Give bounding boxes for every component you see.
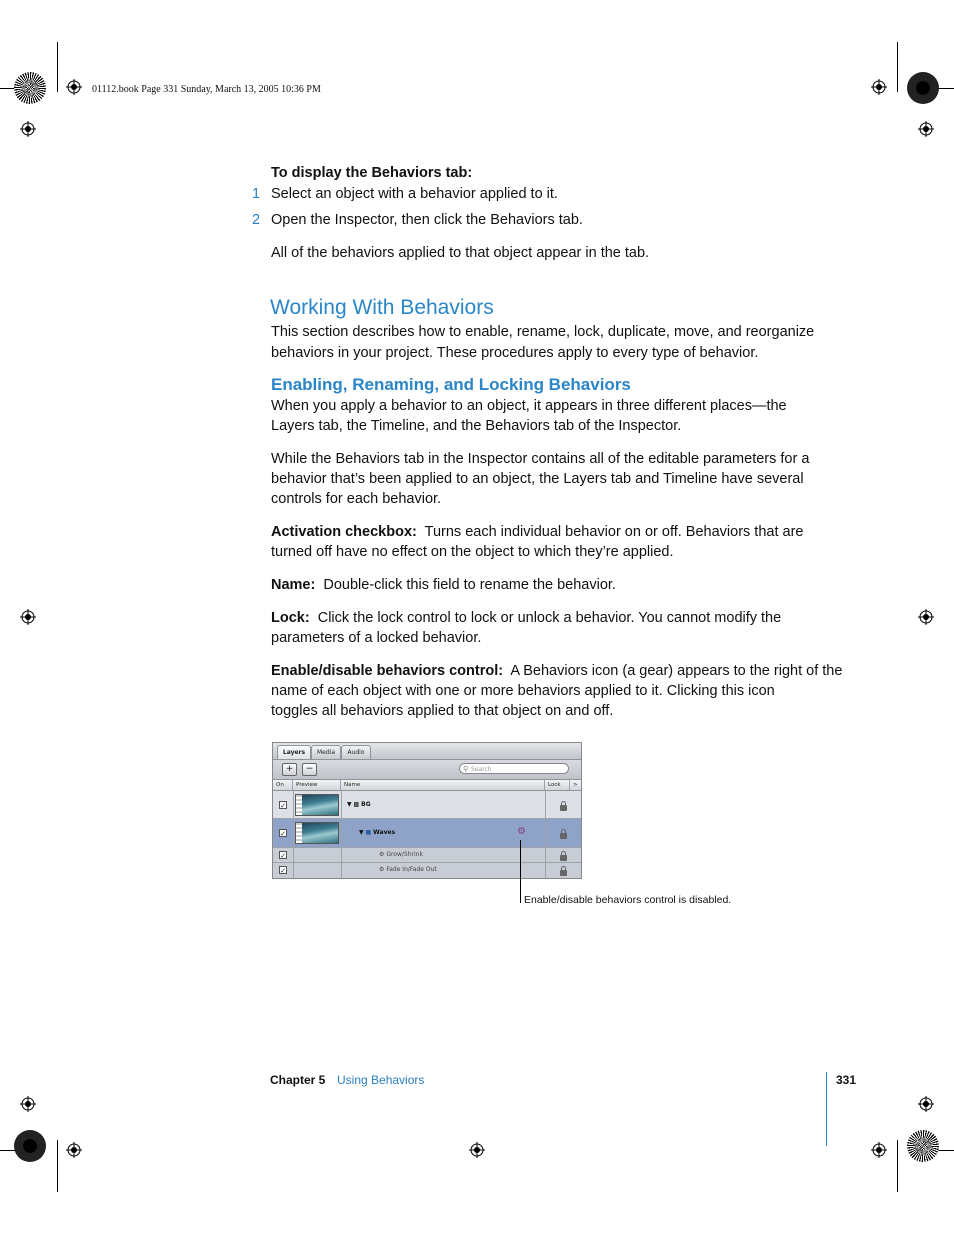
table-row[interactable] xyxy=(273,791,581,819)
term-text: A Behaviors icon (a gear) appears to the right of the xyxy=(510,663,843,679)
callout-line xyxy=(520,840,521,903)
footer-rule xyxy=(826,1072,827,1146)
starburst-mark xyxy=(14,72,46,104)
table-row[interactable] xyxy=(273,848,581,863)
term-enable-disable xyxy=(271,661,842,681)
layer-row-name xyxy=(359,829,395,836)
lock-icon[interactable] xyxy=(560,833,567,839)
cell-divider xyxy=(545,791,546,818)
footer-chapter-title[interactable]: Using Behaviors xyxy=(337,1073,425,1087)
disclosure-triangle-icon[interactable]: ▼ xyxy=(347,801,352,808)
cell-divider xyxy=(293,863,294,879)
behavior-name[interactable]: Grow/Shrink xyxy=(386,851,423,858)
behavior-row-name xyxy=(379,866,437,873)
gear-icon[interactable]: ⚙ xyxy=(517,826,526,837)
starburst-mark xyxy=(907,72,939,104)
step-number: 2 xyxy=(252,212,261,228)
tab-layers[interactable]: Layers xyxy=(277,745,311,759)
starburst-mark xyxy=(14,1130,46,1162)
layers-toolbar xyxy=(273,760,581,780)
column-preview[interactable]: Preview xyxy=(293,780,341,790)
section-title: Working With Behaviors xyxy=(270,296,494,319)
layer-thumbnail xyxy=(295,822,339,844)
cell-divider xyxy=(341,819,342,847)
term-text: Double-click this field to rename the behavior. xyxy=(323,577,616,593)
cell-divider xyxy=(293,848,294,862)
add-layer-button[interactable]: + xyxy=(282,763,297,776)
registration-mark-icon xyxy=(918,609,934,625)
crop-line xyxy=(897,1140,898,1192)
cell-divider xyxy=(341,848,342,862)
term-text: Turns each individual behavior on or off. Behaviors that are xyxy=(424,524,804,540)
cell-divider xyxy=(293,791,294,818)
footer-chapter-label: Chapter 5 xyxy=(270,1073,326,1087)
layer-icon: ■ xyxy=(365,829,372,836)
page-number: 331 xyxy=(836,1073,857,1087)
figure-caption: Enable/disable behaviors control is disabled. xyxy=(524,894,732,906)
section-intro-line: behaviors in your project. These procedures apply to every type of behavior. xyxy=(271,345,759,361)
crop-line xyxy=(57,1140,58,1192)
table-row[interactable] xyxy=(273,819,581,848)
term-text: name of each object with one or more behaviors applied to it. Clicking this icon xyxy=(271,683,775,699)
term-text: parameters of a locked behavior. xyxy=(271,630,482,646)
starburst-mark xyxy=(907,1130,939,1162)
lock-icon[interactable] xyxy=(560,855,567,861)
step-text: Open the Inspector, then click the Behaviors tab. xyxy=(271,212,583,228)
procedure-heading: To display the Behaviors tab: xyxy=(271,165,473,181)
registration-mark-icon xyxy=(66,1142,82,1158)
column-header xyxy=(273,780,581,791)
activation-checkbox[interactable]: ✓ xyxy=(280,852,286,860)
paragraph-line: While the Behaviors tab in the Inspector contains all of the editable parameters for a xyxy=(271,451,810,467)
paragraph-line: behavior that’s been applied to an object, the Layers tab and Timeline have several xyxy=(271,471,804,487)
crop-line xyxy=(897,42,898,92)
search-icon: ⚲ xyxy=(463,765,469,773)
procedure-result: All of the behaviors applied to that object appear in the tab. xyxy=(271,245,650,261)
term-label: Enable/disable behaviors control: xyxy=(271,663,504,679)
crop-line xyxy=(57,42,58,92)
registration-mark-icon xyxy=(918,1096,934,1112)
cell-divider xyxy=(341,863,342,879)
term-name xyxy=(271,575,616,595)
registration-mark-icon xyxy=(469,1142,485,1158)
thumbnail-checker xyxy=(296,823,302,843)
lock-icon[interactable] xyxy=(560,805,567,811)
term-text: toggles all behaviors applied to that object on and off. xyxy=(271,703,614,719)
registration-mark-icon xyxy=(918,121,934,137)
section-intro-line: This section describes how to enable, rename, lock, duplicate, move, and reorganize xyxy=(271,324,815,340)
layer-name[interactable]: BG xyxy=(361,801,371,808)
term-label: Activation checkbox: xyxy=(271,524,417,540)
activation-checkbox[interactable]: ✓ xyxy=(280,867,286,875)
subsection-title: Enabling, Renaming, and Locking Behaviors xyxy=(271,375,631,394)
lock-icon[interactable] xyxy=(560,870,567,876)
step-text: Select an object with a behavior applied to it. xyxy=(271,186,558,202)
registration-mark-icon xyxy=(20,609,36,625)
layers-tab-screenshot xyxy=(272,742,582,879)
search-placeholder: Search xyxy=(471,766,492,773)
column-lock[interactable]: Lock xyxy=(545,780,570,790)
behavior-name[interactable]: Fade In/Fade Out xyxy=(386,866,437,873)
cell-divider xyxy=(341,791,342,818)
activation-checkbox[interactable]: ✓ xyxy=(280,830,286,838)
tab-media[interactable]: Media xyxy=(311,745,341,759)
remove-layer-button[interactable]: − xyxy=(302,763,317,776)
gear-icon: ⚙ xyxy=(379,866,385,873)
activation-checkbox[interactable]: ✓ xyxy=(280,802,286,810)
term-label: Name: xyxy=(271,577,316,593)
paragraph-line: controls for each behavior. xyxy=(271,491,442,507)
layer-thumbnail xyxy=(295,794,339,816)
paragraph-line: Layers tab, the Timeline, and the Behaviors tab of the Inspector. xyxy=(271,418,682,434)
term-text: Click the lock control to lock or unlock a behavior. You cannot modify the xyxy=(317,610,782,626)
tab-bar xyxy=(273,743,581,760)
registration-mark-icon xyxy=(20,121,36,137)
column-on[interactable]: On xyxy=(273,780,293,790)
behavior-row-name xyxy=(379,851,423,858)
search-input[interactable] xyxy=(459,763,569,774)
layer-name[interactable]: Waves xyxy=(373,829,396,836)
table-row[interactable] xyxy=(273,863,581,879)
term-activation-checkbox xyxy=(271,522,803,542)
header-stamp: 01112.book Page 331 Sunday, March 13, 2005 10:36 PM xyxy=(92,84,321,95)
column-more[interactable]: > xyxy=(573,782,578,788)
column-name[interactable]: Name xyxy=(341,780,545,790)
registration-mark-icon xyxy=(871,1142,887,1158)
layer-row-name xyxy=(347,801,371,808)
registration-mark-icon xyxy=(871,79,887,95)
registration-mark-icon xyxy=(66,79,82,95)
term-lock xyxy=(271,608,781,628)
thumbnail-checker xyxy=(296,795,302,815)
term-label: Lock: xyxy=(271,610,310,626)
cell-divider xyxy=(545,863,546,879)
step-number: 1 xyxy=(252,186,261,202)
gear-icon: ⚙ xyxy=(379,851,385,858)
cell-divider xyxy=(293,819,294,847)
cell-divider xyxy=(545,819,546,847)
group-icon: ▩ xyxy=(353,801,360,808)
disclosure-triangle-icon[interactable]: ▼ xyxy=(359,829,364,836)
paragraph-line: When you apply a behavior to an object, it appears in three different places—the xyxy=(271,398,787,414)
registration-mark-icon xyxy=(20,1096,36,1112)
cell-divider xyxy=(545,848,546,862)
tab-audio[interactable]: Audio xyxy=(341,745,371,759)
term-text: turned off have no effect on the object to which they’re applied. xyxy=(271,544,674,560)
